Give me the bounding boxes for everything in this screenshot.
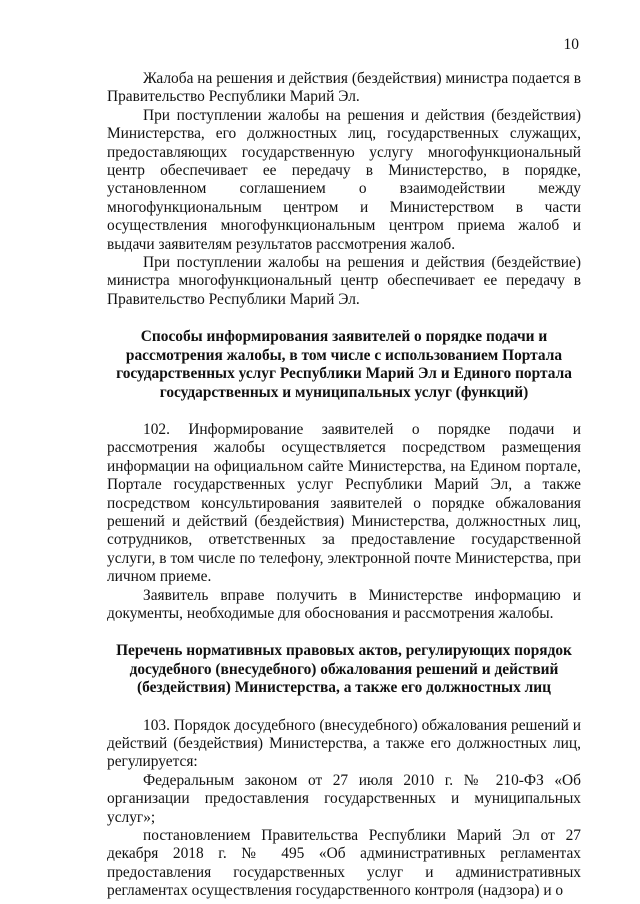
section-heading-legal-acts: Перечень нормативных правовых актов, регулирующих порядок досудебного (внесудебного) обжалования решений и действий (бездействия) Министерства, а также его должностных лиц — [116, 642, 572, 697]
paragraph-federal-law: Федеральным законом от 27 июля 2010 г. № 210-ФЗ «Об организации предоставления государственных и муниципальных услуг»; — [107, 771, 581, 826]
paragraph-103: 103. Порядок досудебного (внесудебного) обжалования решений и действий (бездействия) Министерства, а также его должностных лиц, регулируется: — [107, 716, 582, 771]
spacer — [107, 402, 581, 421]
page-number: 10 — [563, 36, 579, 53]
paragraph-mfc-ministry-transfer: При поступлении жалобы на решения и действия (бездействия) Министерства, его должностных лиц, государственных служащих, предоставляющих государственную услугу многофункциональный центр обеспечивает ее передачу в Министерство, в порядке, установленном соглашением о взаимодействии между многофункциональным центром и Министерством в части осуществления многофункциональным центром приема жалоб и выдачи заявителям результатов рассмотрения жалоб. — [107, 106, 581, 253]
section-heading-informing: Способы информирования заявителей о порядке подачи и рассмотрения жалобы, в том числе с использованием Портала государственных услуг Республики Марий Эл и Единого портала государственных и муниципальных услуг (функций) — [116, 328, 572, 401]
paragraph-government-resolution: постановлением Правительства Республики Марий Эл от 27 декабря 2018 г. № 495 «Об административных регламентах предоставления государственных услуг и административных регламентах осуществления государственного контроля (надзора) и о — [107, 827, 581, 900]
spacer — [107, 698, 581, 717]
paragraph-minister-complaint: Жалоба на решения и действия (бездействия) министра подается в Правительство Республики Марий Эл. — [107, 70, 581, 106]
spacer — [107, 309, 581, 328]
spacer — [107, 623, 581, 642]
paragraph-applicant-rights: Заявитель вправе получить в Министерстве информацию и документы, необходимые для обоснования и рассмотрения жалобы. — [107, 586, 581, 622]
document-body — [107, 70, 581, 901]
paragraph-102: 102. Информирование заявителей о порядке подачи и рассмотрения жалобы осуществляется посредством размещения информации на официальном сайте Министерства, на Едином портале, Портале государственных услуг Республики Марий Эл, а также посредством консультирования заявителей о порядке обжалования решений и действий (бездействия) Министерства, должностных лиц, сотрудников, ответственных за предоставление государственной услуги, в том числе по телефону, электронной почте Министерства, при личном приеме. — [107, 420, 581, 586]
paragraph-mfc-government-transfer: При поступлении жалобы на решения и действия (бездействие) министра многофункциональный центр обеспечивает ее передачу в Правительство Республики Марий Эл. — [107, 254, 581, 308]
